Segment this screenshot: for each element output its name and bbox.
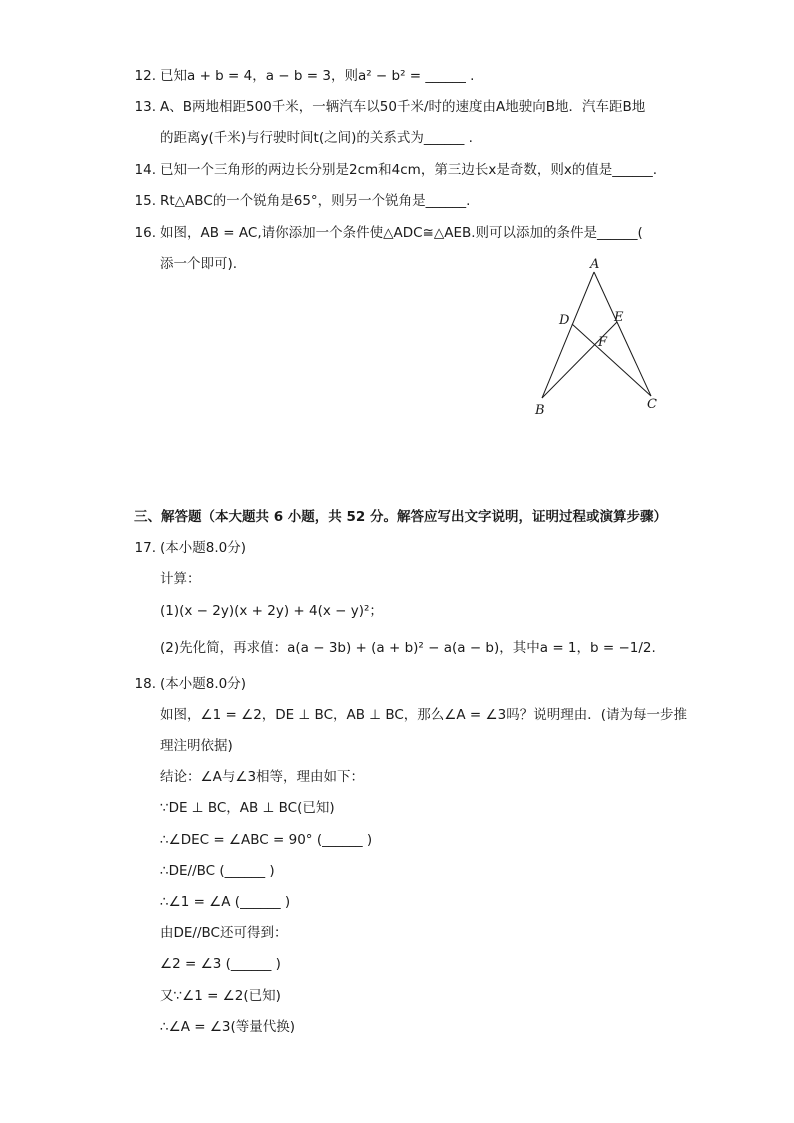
proof-step-4: ∴∠1 = ∠A (______ ) bbox=[160, 894, 291, 910]
question-text: Rt△ABC的一个锐角是65°，则另一个锐角是______. bbox=[160, 193, 471, 209]
label-f: F bbox=[598, 335, 608, 350]
label-d: D bbox=[559, 313, 570, 328]
question-text: 已知a + b = 4，a − b = 3，则a² − b² = ______ . bbox=[160, 68, 475, 84]
question-number: 18. bbox=[134, 676, 156, 692]
question-text-line2: 添一个即可). bbox=[160, 256, 238, 272]
proof-step-6: ∠2 = ∠3 (______ ) bbox=[160, 956, 281, 972]
question-part-1: (1)(x − 2y)(x + 2y) + 4(x − y)²； bbox=[160, 603, 383, 619]
question-number: 17. bbox=[134, 540, 156, 556]
question-number: 12. bbox=[134, 68, 156, 84]
question-text-line1: A、B两地相距500千米，一辆汽车以50千米/时的速度由A地驶向B地．汽车距B地 bbox=[160, 99, 646, 115]
question-text-line1: 如图，AB = AC,请你添加一个条件使△ADC≅△AEB.则可以添加的条件是______( bbox=[160, 225, 643, 241]
label-e: E bbox=[614, 310, 624, 325]
triangle-figure bbox=[520, 252, 670, 417]
section-heading: 三、解答题（本大题共 6 小题，共 52 分。解答应写出文字说明，证明过程或演算步骤） bbox=[134, 509, 667, 525]
question-number: 15. bbox=[134, 193, 156, 209]
proof-step-2: ∴∠DEC = ∠ABC = 90° (______ ) bbox=[160, 832, 373, 848]
proof-step-8: ∴∠A = ∠3(等量代换) bbox=[160, 1019, 296, 1035]
question-intro: 计算： bbox=[160, 571, 201, 587]
label-a: A bbox=[590, 257, 600, 272]
question-text: 已知一个三角形的两边长分别是2cm和4cm，第三边长x是奇数，则x的值是______. bbox=[160, 162, 658, 178]
segment-ac bbox=[594, 272, 651, 396]
question-text-line2: 的距离y(千米)与行驶时间t(之间)的关系式为______ . bbox=[160, 130, 473, 146]
question-text-line2: 理注明依据) bbox=[160, 738, 233, 754]
question-text-line1: 如图，∠1 = ∠2，DE ⊥ BC，AB ⊥ BC，那么∠A = ∠3吗？说明理由．(请为每一步推 bbox=[160, 707, 687, 723]
question-number: 14. bbox=[134, 162, 156, 178]
proof-step-3: ∴DE//BC (______ ) bbox=[160, 863, 275, 879]
segment-ab bbox=[542, 272, 594, 398]
label-b: B bbox=[535, 403, 545, 417]
question-score: (本小题8.0分) bbox=[160, 540, 247, 556]
segment-be bbox=[542, 322, 617, 398]
question-score: (本小题8.0分) bbox=[160, 676, 247, 692]
conclusion-line: 结论：∠A与∠3相等，理由如下： bbox=[160, 769, 365, 785]
label-c: C bbox=[647, 397, 657, 412]
question-number: 13. bbox=[134, 99, 156, 115]
question-part-2: (2)先化简，再求值：a(a − 3b) + (a + b)² − a(a − b)，其中a = 1，b = −1/2. bbox=[160, 640, 656, 656]
proof-step-7: 又∵∠1 = ∠2(已知) bbox=[160, 988, 281, 1004]
question-number: 16. bbox=[134, 225, 156, 241]
segment-dc bbox=[572, 324, 651, 396]
proof-step-5: 由DE//BC还可得到： bbox=[160, 925, 288, 941]
proof-step-1: ∵DE ⊥ BC，AB ⊥ BC(已知) bbox=[160, 800, 335, 816]
